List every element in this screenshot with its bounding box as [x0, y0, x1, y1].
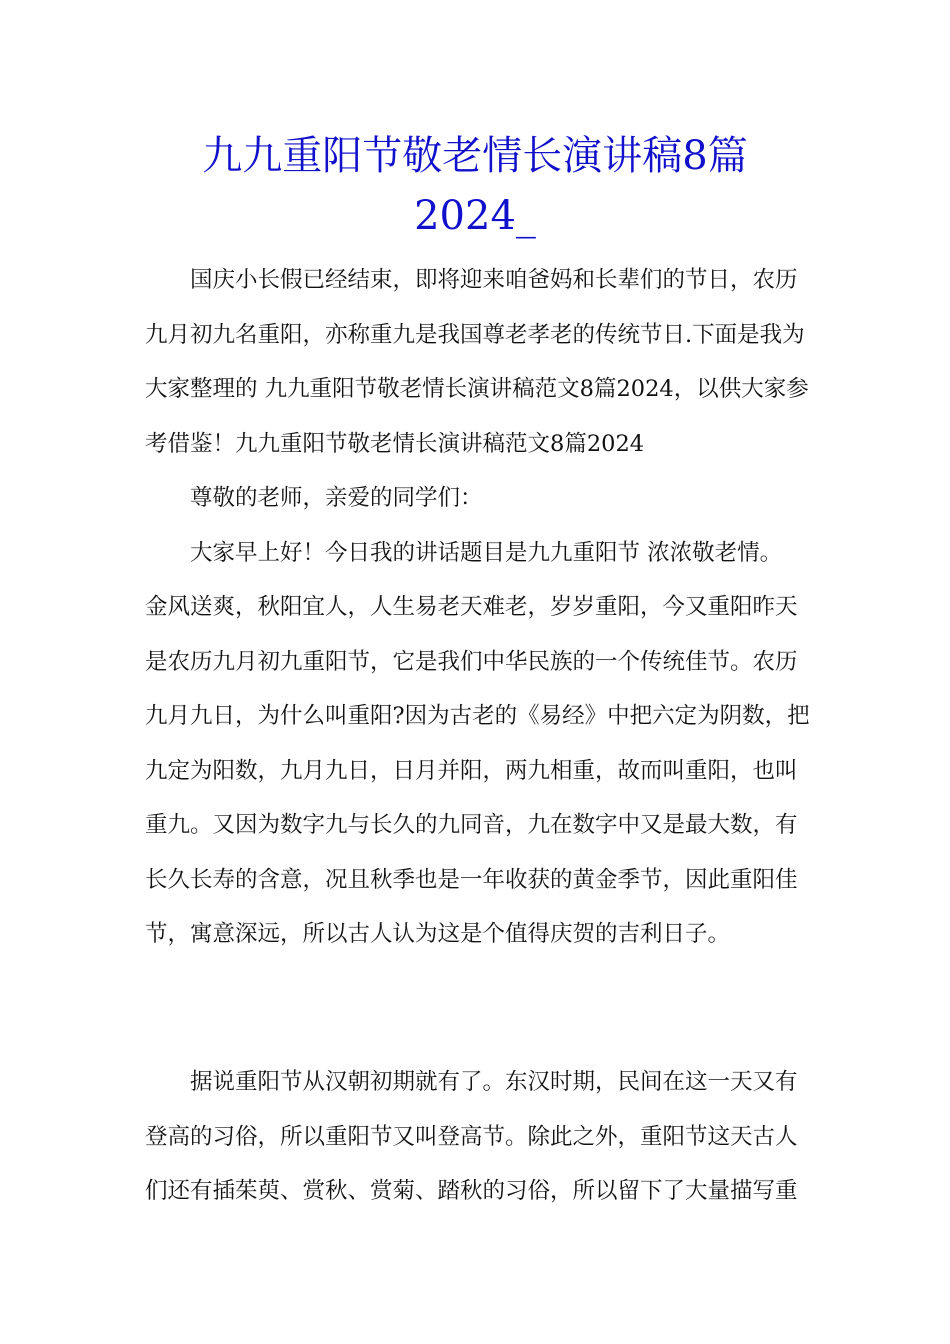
- para1-line: 九定为阳数，九月九日，日月并阳，两九相重，故而叫重阳，也叫: [145, 757, 798, 784]
- para2-line: 登高的习俗，所以重阳节又叫登高节。除此之外，重阳节这天古人: [145, 1123, 798, 1150]
- document-title-line-1: 九九重阳节敬老情长演讲稿8篇: [202, 133, 748, 179]
- intro-line: 考借鉴！九九重阳节敬老情长演讲稿范文8篇2024: [145, 430, 645, 457]
- para2-line: 们还有插茱萸、赏秋、赏菊、踏秋的习俗，所以留下了大量描写重: [145, 1178, 798, 1204]
- greeting-line: 尊敬的老师，亲爱的同学们：: [190, 485, 483, 511]
- para2-line: 据说重阳节从汉朝初期就有了。东汉时期，民间在这一天又有: [190, 1069, 798, 1095]
- para1-line: 节，寓意深远，所以古人认为这是个值得庆贺的吉利日子。: [145, 921, 731, 947]
- document-title-line-2: 2024_: [414, 193, 536, 239]
- intro-line: 国庆小长假已经结束，即将迎来咱爸妈和长辈们的节日，农历: [190, 267, 798, 293]
- intro-line: 大家整理的 九九重阳节敬老情长演讲稿范文8篇2024，以供大家参: [145, 376, 809, 402]
- intro-line: 九月初九名重阳，亦称重九是我国尊老孝老的传统节日.下面是我为: [145, 321, 805, 348]
- para1-line: 金风送爽，秋阳宜人，人生易老天难老，岁岁重阳，今又重阳昨天: [145, 594, 798, 620]
- para1-line: 长久长寿的含意，况且秋季也是一年收获的黄金季节，因此重阳佳: [145, 866, 798, 893]
- para1-line: 是农历九月初九重阳节，它是我们中华民族的一个传统佳节。农历: [145, 648, 798, 675]
- para1-line: 重九。又因为数字九与长久的九同音，九在数字中又是最大数，有: [145, 812, 798, 838]
- paragraph-2: [145, 1055, 825, 1219]
- para1-line: 大家早上好！今日我的讲话题目是九九重阳节 浓浓敬老情。: [190, 539, 783, 566]
- para1-line: 九月九日，为什么叫重阳?因为古老的《易经》中把六定为阴数，把: [145, 703, 810, 729]
- intro-paragraph: [145, 253, 825, 962]
